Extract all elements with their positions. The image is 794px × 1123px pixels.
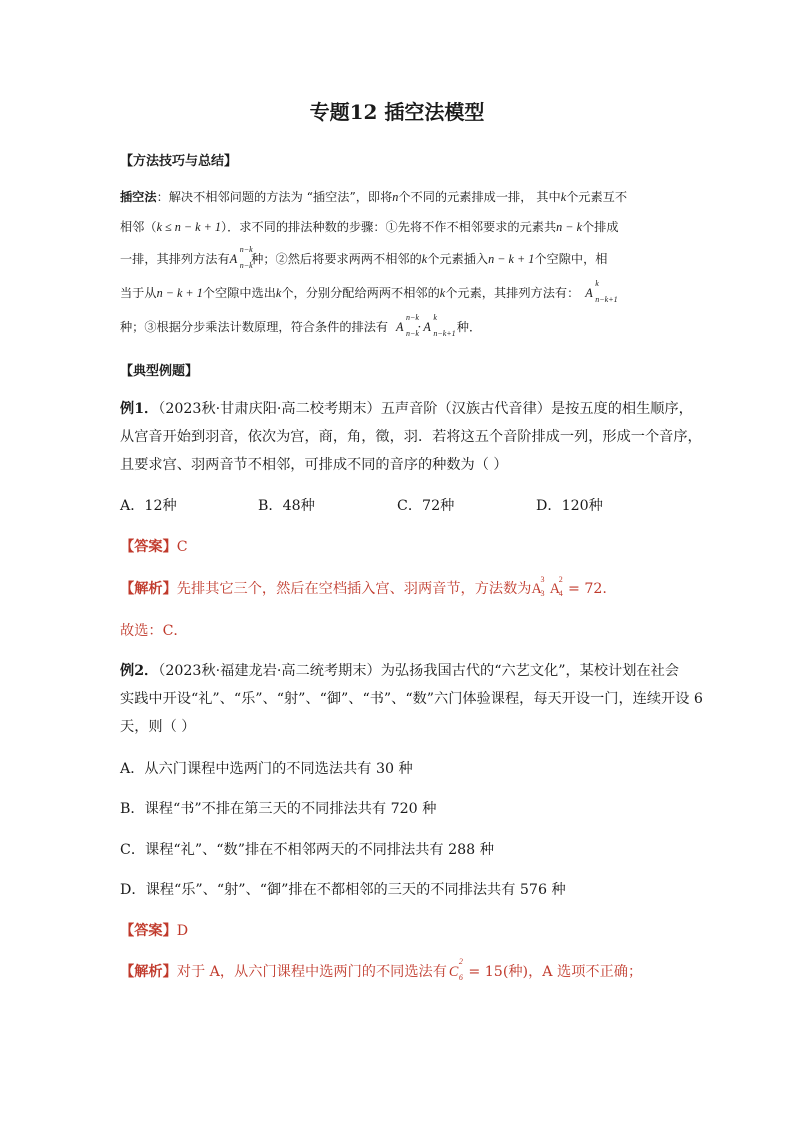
answer-label: 【答案】 bbox=[120, 539, 177, 555]
method-line-3 bbox=[120, 245, 608, 270]
method-text: 个，分别分配给两两不相邻的 bbox=[281, 286, 440, 300]
ex1-answer: 【答案】C bbox=[120, 539, 188, 555]
var-k: k bbox=[275, 286, 282, 300]
method-text: ）．求不同的排法种数的步骤：①先将不作不相邻要求的元素共 bbox=[221, 220, 557, 234]
perm-A-k: A k n−k+1 bbox=[585, 279, 618, 304]
var-n: n bbox=[392, 190, 399, 204]
var-k: k bbox=[560, 190, 567, 204]
method-line-5 bbox=[120, 313, 482, 338]
perm-A-nk: A n−k n−k bbox=[229, 245, 253, 270]
comb-C62: C 2 6 bbox=[448, 957, 463, 982]
var-k: k bbox=[439, 286, 446, 300]
method-text: 种；②然后将要求两两不相邻的 bbox=[251, 252, 422, 266]
ex1-option-a: A．12种 bbox=[120, 498, 177, 514]
perm-A-nk: A n−k n−k bbox=[396, 313, 419, 338]
method-text: 个元素，其排列方法有： bbox=[445, 286, 580, 300]
method-line-4 bbox=[120, 279, 618, 304]
ex1-analysis: 【解析】先排其它三个，然后在空档插入宫、羽两音节，方法数为A 3 3 A 2 4 = 72. bbox=[120, 575, 607, 598]
ex2-line-3: 天，则（ ） bbox=[120, 719, 196, 735]
method-heading: 【方法技巧与总结】 bbox=[120, 154, 238, 169]
perm-A-k: A k n−k+1 bbox=[423, 313, 456, 338]
page-title: 专题12 插空法模型 bbox=[309, 100, 485, 124]
ex2-line-1: 例2．（2023秋·福建龙岩·高二统考期末）为弘扬我国古代的“六艺文化”，某校计划在社会 bbox=[120, 663, 679, 679]
ex1-option-d: D．120种 bbox=[536, 498, 603, 514]
ex1-option-b: B．48种 bbox=[258, 498, 315, 514]
var-k: k bbox=[421, 252, 428, 266]
ex2-option-a: A．从六门课程中选两门的不同选法共有 30 种 bbox=[120, 761, 413, 777]
ex1-line-2: 从宫音开始到羽音，依次为宫，商，角，徵，羽．若将这五个音阶排成一列，形成一个音序， bbox=[120, 429, 702, 445]
analysis-label: 【解析】 bbox=[120, 581, 177, 597]
perm-A33: A 3 3 bbox=[531, 575, 545, 598]
method-text: 个空隙中，相 bbox=[534, 252, 608, 266]
method-term: 插空法 bbox=[120, 190, 157, 204]
method-text: 相邻（ bbox=[120, 220, 157, 234]
perm-A42: A 2 4 bbox=[549, 575, 563, 598]
method-text: 个排成 bbox=[581, 220, 619, 234]
method-line-1 bbox=[120, 188, 627, 205]
method-text: 个不同的元素排成一排， 其中 bbox=[398, 190, 561, 204]
ex2-answer: 【答案】D bbox=[120, 923, 189, 939]
ex2-analysis: 【解析】对于 A，从六门课程中选两门的不同选法有 C 2 6 = 15(种)，A 选项不正确； bbox=[120, 957, 643, 982]
ex2-option-b: B．课程“书”不排在第三天的不同排法共有 720 种 bbox=[120, 801, 437, 817]
method-text: 个元素互不 bbox=[566, 190, 628, 204]
method-text: 种． bbox=[456, 320, 482, 334]
ex1-line-1: 例1．（2023秋·甘肃庆阳·高二校考期末）五声音阶（汉族古代音律）是按五度的相生顺序， bbox=[120, 401, 693, 417]
expr-n-k-1: n − k + 1 bbox=[156, 286, 203, 300]
method-text: 个元素插入 bbox=[427, 252, 489, 266]
method-text: 个空隙中选出 bbox=[202, 286, 276, 300]
ex1-label: 例1． bbox=[120, 401, 159, 417]
ex1-line-3: 且要求宫、羽两音节不相邻，可排成不同的音序的种数为（ ） bbox=[120, 457, 508, 473]
ex1-conclusion: 故选：C． bbox=[120, 623, 188, 639]
analysis-label: 【解析】 bbox=[120, 964, 177, 980]
method-text: 种；③根据分步乘法计数原理，符合条件的排法有 bbox=[120, 320, 389, 334]
method-line-2 bbox=[120, 218, 619, 235]
ex2-option-d: D．课程“乐”、“射”、“御”排在不都相邻的三天的不同排法共有 576 种 bbox=[120, 882, 566, 898]
expr-n-k: n − k bbox=[556, 220, 582, 234]
method-text: ：解决不相邻问题的方法为 “插空法”，即将 bbox=[156, 190, 393, 204]
examples-heading: 【典型例题】 bbox=[120, 364, 199, 379]
dot: · bbox=[417, 320, 422, 334]
condition: k ≤ n − k + 1 bbox=[156, 220, 221, 234]
ex2-line-2: 实践中开设“礼”、“乐”、“射”、“御”、“书”、“数”六门体验课程，每天开设一门，连续开设 6 bbox=[120, 691, 703, 707]
ex1-option-c: C．72种 bbox=[397, 498, 455, 514]
method-text: 当于从 bbox=[120, 286, 157, 300]
ex2-option-c: C．课程“礼”、“数”排在不相邻两天的不同排法共有 288 种 bbox=[120, 842, 494, 858]
ex2-label: 例2． bbox=[120, 663, 159, 679]
expr-n-k-1: n − k + 1 bbox=[488, 252, 535, 266]
method-text: 一排，其排列方法有 bbox=[120, 252, 230, 266]
answer-label: 【答案】 bbox=[120, 923, 177, 939]
